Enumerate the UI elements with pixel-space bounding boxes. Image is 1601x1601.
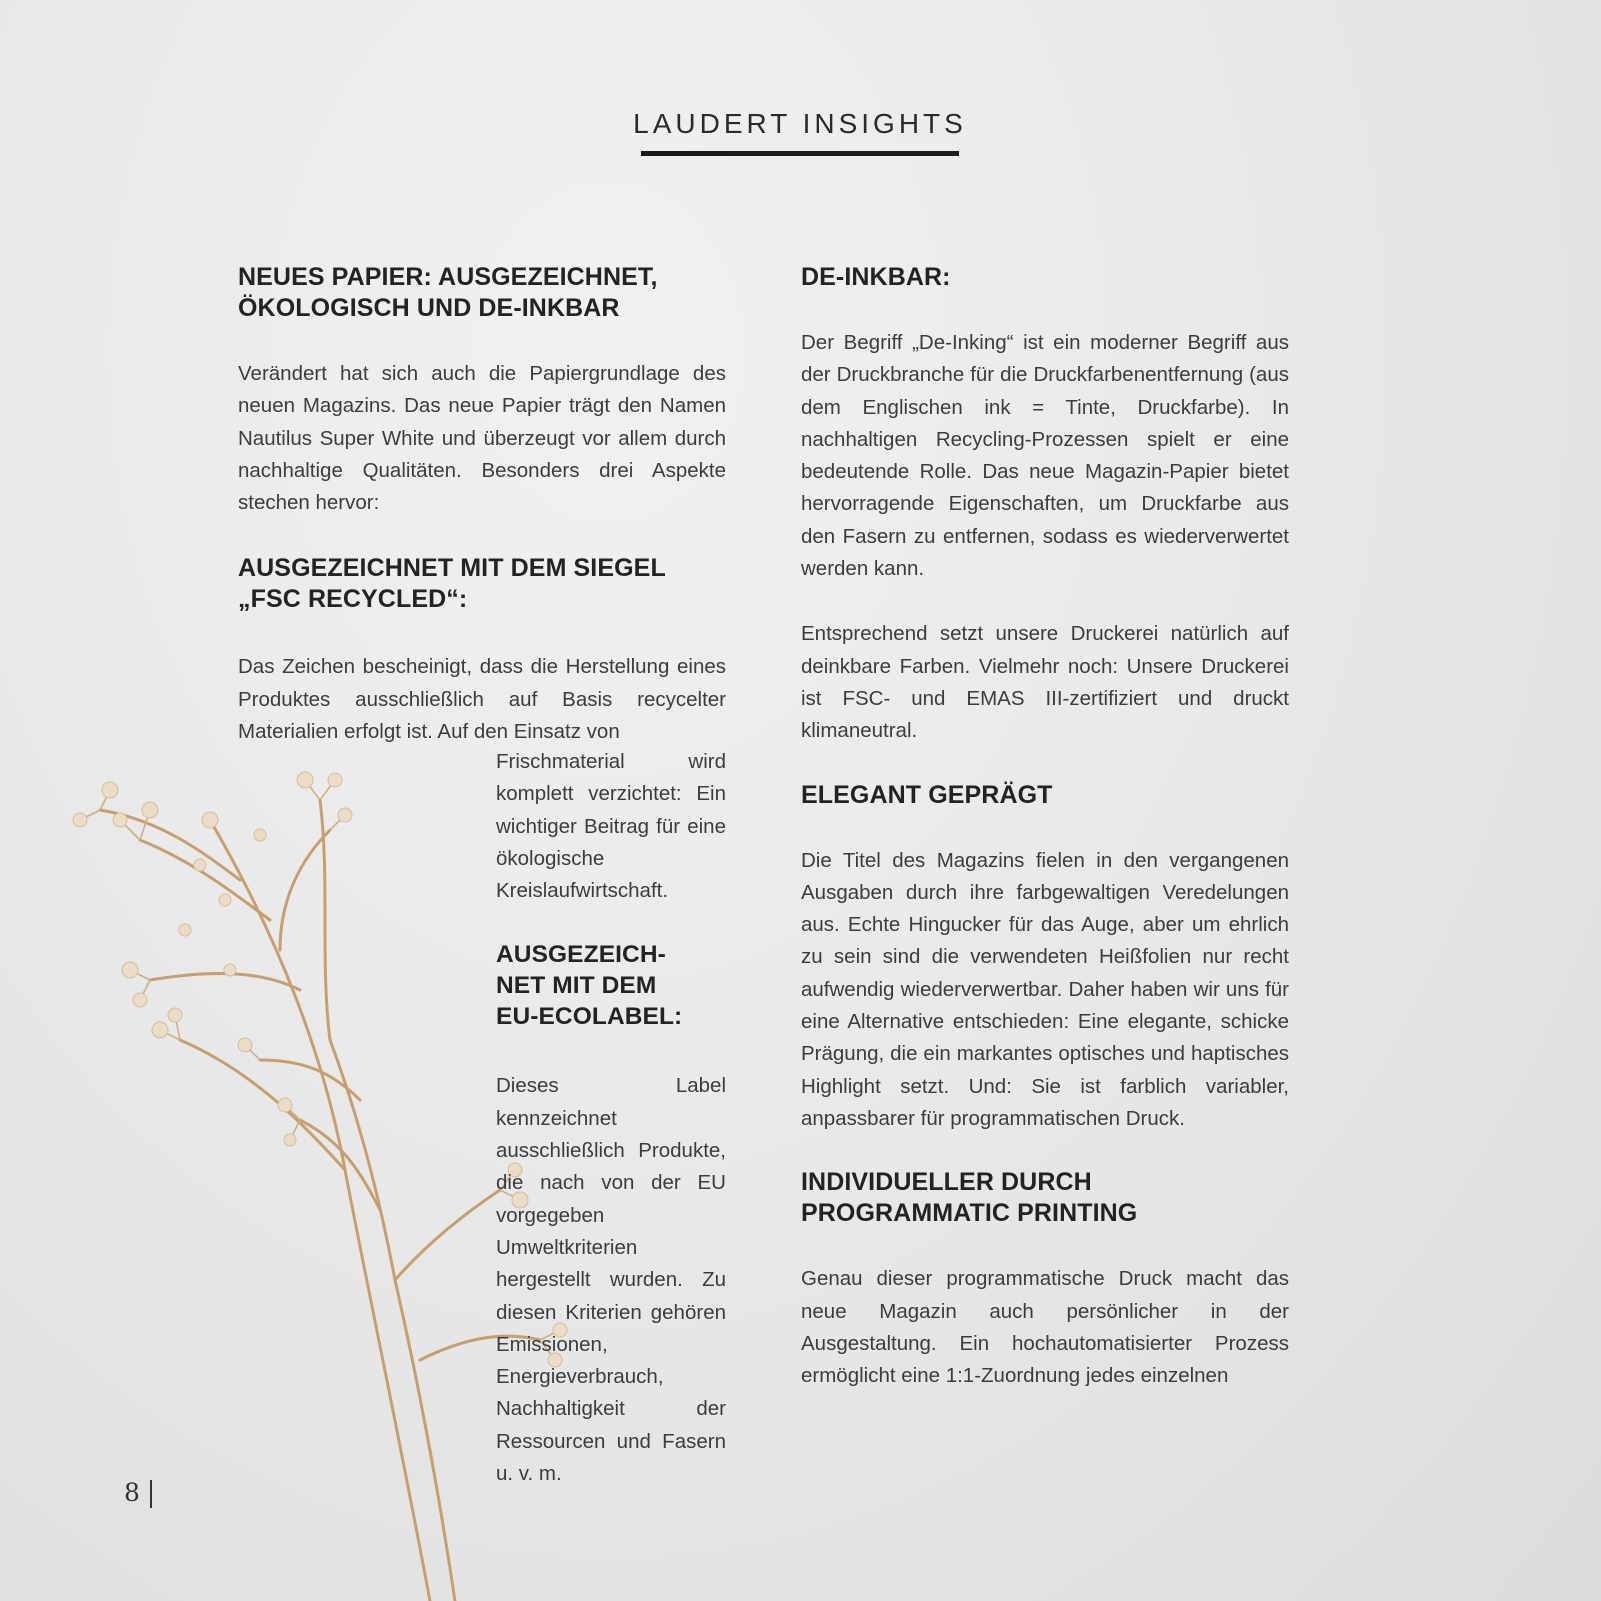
programmatic-paragraph: Genau dieser programmatische Druck macht das neue Magazin auch persönlicher in der Ausgestaltung. Ein hochautomatisierter Prozess ermöglicht eine 1:1-Zuordnung jedes einzelnen bbox=[801, 1267, 1289, 1388]
section-heading-programmatic: INDIVIDUELLER DURCH PROGRAMMATIC PRINTING bbox=[801, 1168, 1138, 1228]
ecolabel-paragraph: Dieses Label kennzeichnet ausschließlich Produkte, die nach von der EU vorgegeben Umweltkriterien hergestellt wurden. Zu diesen Kriterien gehören Emissionen, Energieverbrauch, Nachhaltigkeit der Ressourcen und Fasern u. v. m. bbox=[496, 1074, 726, 1486]
magazine-title: LAUDERT INSIGHTS bbox=[633, 108, 967, 139]
section-heading-embossing: ELEGANT GEPRÄGT bbox=[801, 780, 1053, 809]
printer-paragraph: Entsprechend setzt unsere Druckerei natürlich auf deinkbare Farben. Vielmehr noch: Unsere Druckerei ist FSC- und EMAS III-zertifiziert und druckt klimaneutral. bbox=[801, 622, 1289, 743]
page-number: 8 bbox=[124, 1478, 140, 1507]
section-heading-ecolabel: AUSGEZEICH- NET MIT DEM EU-ECOLABEL: bbox=[496, 941, 683, 1031]
fsc-paragraph-continued: Frischmaterial wird komplett verzichtet: Ein wichtiger Beitrag für eine ökologische Kreislaufwirtschaft. bbox=[496, 750, 726, 903]
left-inset-column bbox=[496, 746, 726, 1490]
right-column bbox=[801, 262, 1289, 1392]
intro-paragraph: Verändert hat sich auch die Papiergrundlage des neuen Magazins. Das neue Papier trägt den Namen Nautilus Super White und überzeugt vor allem durch nachhaltige Qualitäten. Besonders drei Aspekte stechen hervor: bbox=[238, 362, 726, 515]
page-number-divider bbox=[150, 1480, 152, 1508]
title-underline bbox=[641, 151, 959, 156]
embossing-paragraph: Die Titel des Magazins fielen in den vergangenen Ausgaben durch ihre farbgewaltigen Veredelungen aus. Echte Hingucker für das Auge, aber um ehrlich zu sein sind die verwendeten Heißfolien nur recht aufwendig wiederverwertbar. Daher haben wir uns für eine Alternative entschieden: Eine elegante, schicke Prägung, die ein markantes optisches und haptisches Highlight setzt. Und: Sie ist farblich variabler, anpassbarer für programmatischen Druck. bbox=[801, 848, 1289, 1130]
section-heading-fsc: AUSGEZEICHNET MIT DEM SIEGEL „FSC RECYCLED“: bbox=[238, 554, 666, 614]
left-column bbox=[238, 262, 726, 748]
fsc-paragraph: Das Zeichen bescheinigt, dass die Herstellung eines Produktes ausschließlich auf Basis recycelter Materialien erfolgt ist. Auf den Einsatz von bbox=[238, 655, 726, 744]
deinking-paragraph: Der Begriff „De-Inking“ ist ein moderner Begriff aus der Druckbranche für die Druckfarbenentfernung (aus dem Englischen ink = Tinte, Druckfarbe). In nachhaltigen Recycling-Prozessen spielt er eine bedeutende Rolle. Das neue Magazin-Papier bietet hervorragende Eigenschaften, um Druckfarbe aus den Fasern zu entfernen, sodass es wiederverwertet werden kann. bbox=[801, 331, 1289, 581]
section-heading-deinkbar: DE-INKBAR: bbox=[801, 263, 951, 291]
section-heading-new-paper: NEUES PAPIER: AUSGEZEICHNET, ÖKOLOGISCH UND DE-INKBAR bbox=[238, 263, 658, 322]
